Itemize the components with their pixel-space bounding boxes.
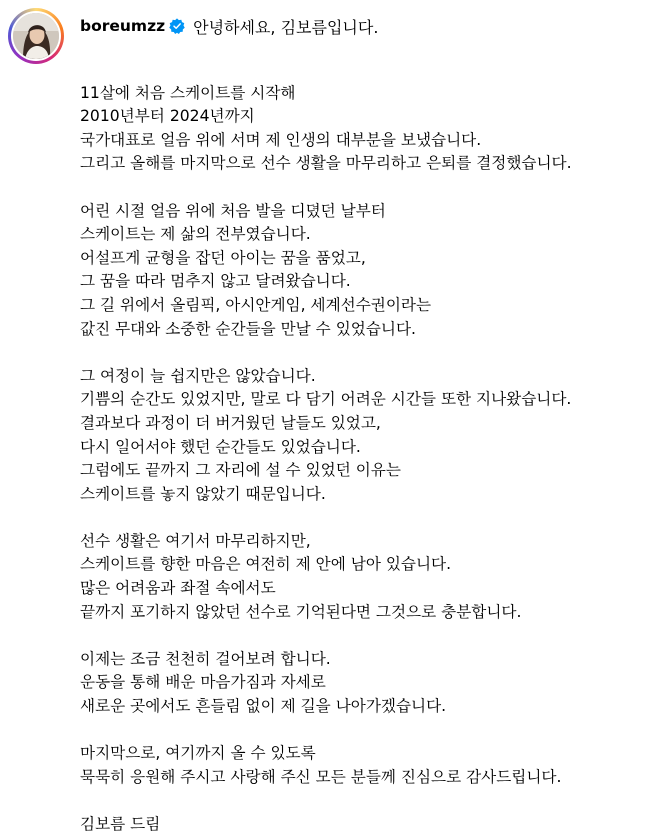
paragraph-spacer (80, 719, 650, 743)
caption-line: 운동을 통해 배운 마음가짐과 자세로 (80, 673, 326, 692)
greeting-text: 안녕하세요, 김보름입니다. (193, 17, 379, 37)
caption-paragraph (80, 530, 650, 624)
avatar-border (11, 11, 61, 61)
caption-paragraph (80, 200, 650, 342)
caption-line: 그 길 위에서 올림픽, 아시안게임, 세계선수권이라는 (80, 295, 432, 314)
caption-line: 값진 무대와 소중한 순간들을 만날 수 있었습니다. (80, 319, 416, 338)
caption-line: 2010년부터 2024년까지 (80, 107, 255, 126)
post-caption (80, 58, 650, 837)
caption-line: 마지막으로, 여기까지 올 수 있도록 (80, 744, 316, 763)
caption-paragraph (80, 742, 650, 789)
paragraph-spacer (80, 58, 650, 82)
caption-paragraph (80, 813, 650, 837)
caption-line: 묵묵히 응원해 주시고 사랑해 주신 모든 분들께 진심으로 감사드립니다. (80, 767, 562, 786)
paragraph-spacer (80, 789, 650, 813)
caption-line: 새로운 곳에서도 흔들림 없이 제 길을 나아가겠습니다. (80, 697, 447, 716)
paragraph-spacer (80, 506, 650, 530)
avatar[interactable] (13, 13, 59, 59)
caption-line: 국가대표로 얼음 위에 서며 제 인생의 대부분을 보냈습니다. (80, 130, 482, 149)
paragraph-spacer (80, 176, 650, 200)
caption-line: 다시 일어서야 했던 순간들도 있었습니다. (80, 437, 361, 456)
caption-line: 그럼에도 끝까지 그 자리에 설 수 있었던 이유는 (80, 461, 401, 480)
caption-line: 끝까지 포기하지 않았던 선수로 기억된다면 그것으로 충분합니다. (80, 602, 522, 621)
caption-line: 스케이트는 제 삶의 전부였습니다. (80, 225, 311, 244)
username-link[interactable]: boreumzz (80, 17, 166, 35)
caption-line: 스케이트를 놓지 않았기 때문입니다. (80, 484, 326, 503)
caption-line: 김보름 드림 (80, 815, 161, 833)
caption-line: 결과보다 과정이 더 버거웠던 날들도 있었고, (80, 413, 381, 432)
caption-line: 그 꿈을 따라 멈추지 않고 달려왔습니다. (80, 272, 351, 291)
caption-line: 선수 생활은 여기서 마무리하지만, (80, 531, 311, 550)
caption-line: 스케이트를 향한 마음은 여전히 제 안에 남아 있습니다. (80, 555, 452, 574)
caption-line: 11살에 처음 스케이트를 시작해 (80, 83, 296, 102)
paragraph-spacer (80, 624, 650, 648)
verified-badge-icon (169, 18, 185, 34)
caption-line: 어설프게 균형을 잡던 아이는 꿈을 품었고, (80, 248, 366, 267)
caption-line: 그리고 올해를 마지막으로 선수 생활을 마무리하고 은퇴를 결정했습니다. (80, 154, 572, 173)
story-ring[interactable] (8, 8, 64, 64)
caption-line: 이제는 조금 천천히 걸어보려 합니다. (80, 649, 331, 668)
avatar-photo (13, 13, 59, 59)
paragraph-spacer (80, 341, 650, 365)
caption-line: 어린 시절 얼음 위에 처음 발을 디뎠던 날부터 (80, 201, 386, 220)
caption-line: 많은 어려움과 좌절 속에서도 (80, 579, 276, 598)
caption-paragraph (80, 82, 650, 176)
post-header (80, 14, 378, 38)
caption-line: 기쁨의 순간도 있었지만, 말로 다 담기 어려운 시간들 또한 지나왔습니다. (80, 390, 572, 409)
caption-line: 그 여정이 늘 쉽지만은 않았습니다. (80, 366, 316, 385)
caption-paragraph (80, 648, 650, 719)
caption-paragraph (80, 365, 650, 507)
